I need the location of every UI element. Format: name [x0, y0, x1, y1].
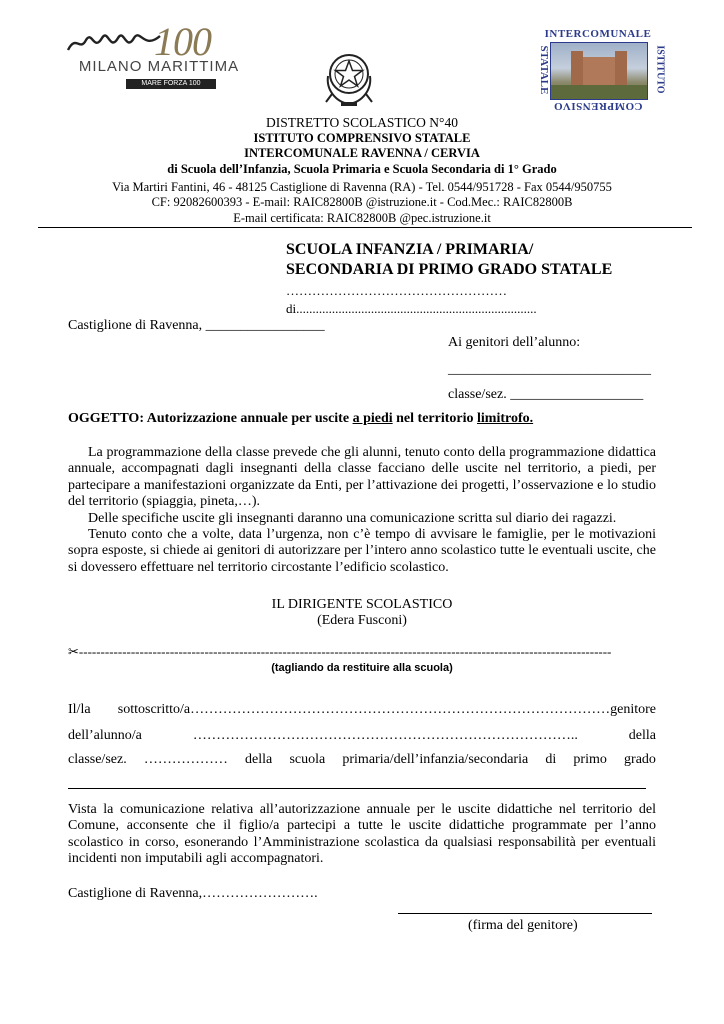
school-title-line2: SECONDARIA DI PRIMO GRADO STATALE: [286, 261, 613, 278]
class-section-blank: classe/sez. ___________________: [448, 387, 644, 402]
logo-script-100: 100: [154, 19, 211, 64]
parent-signature-line: [398, 913, 652, 914]
distretto-label: DISTRETTO SCOLASTICO N°40: [266, 115, 458, 130]
dirigente-name: (Edera Fusconi): [317, 613, 407, 628]
form-row1-signer-blank: sottoscritto/a………………………………………………………………………………genitore: [117, 702, 656, 717]
form-row2-della: della: [628, 728, 656, 743]
milano-marittima-logo: [66, 19, 256, 92]
logo-scribble-icon: [66, 30, 162, 54]
body-paragraph-3: Tenuto conto che a volte, data l’urgenza, non c’è tempo di avvisare le famiglie, per le motivazioni sopra esposte, si chiede ai genitori di autorizzare per l’intero anno scolastico tutte le eventuali uscite, che si dovessero effettuare nel territorio circostante l’edificio scolastico.: [68, 527, 656, 575]
place-date-line: Castiglione di Ravenna, _________________: [68, 318, 325, 333]
form-row3-word: primo: [573, 752, 607, 767]
header-divider: [38, 227, 692, 228]
institute-codes: CF: 92082600393 - E-mail: RAIC82800B @istruzione.it - Cod.Mec.: RAIC82800B: [151, 195, 573, 209]
consent-place-date: Castiglione di Ravenna,…………………….: [68, 886, 318, 901]
form-row2-student-blank: ………………………………………………………………………..: [192, 728, 578, 743]
consent-paragraph: Vista la comunicazione relativa all’autorizzazione annuale per le uscite didattiche nel territorio del Comune, acconsente che il figlio/a partecipi a tutte le uscite didattiche programmate per l’anno scolastico in corso, esonerando l’Amministrazione scolastica da qualsiasi responsabilità per eventuali incidenti non imputabili agli accompagnatori.: [68, 802, 656, 867]
form-row3-word: di: [545, 752, 557, 767]
institute-pec: E-mail certificata: RAIC82800B @pec.istruzione.it: [233, 211, 491, 225]
istituto-intercomunale-logo: [536, 28, 666, 114]
institute-address: Via Martiri Fantini, 46 - 48125 Castiglione di Ravenna (RA) - Tel. 0544/951728 - Fax 0544/950755: [112, 180, 612, 194]
logo-right-bottom-text: COMPRENSIVO: [553, 100, 643, 112]
student-name-blank: _____________________________: [448, 362, 651, 377]
school-name-blank: ……………………………………………: [286, 283, 507, 298]
subject-text-underlined-b: limitrofo.: [477, 411, 534, 426]
body-paragraph-1: La programmazione della classe prevede che gli alunni, tenuto conto della programmazione didattica annuale, accompagnati dagli insegnanti della classe facciano delle uscite nel territorio, a piedi, per partecipare a manifestazioni organizzate da Enti, per l’attivazione dei progetti, l’osservazione e lo studio del territorio (spiaggia, pineta,…).: [68, 445, 656, 510]
logo-right-side-text: ISTITUTO: [654, 45, 666, 94]
form-row3-class-blank: ………………: [143, 752, 228, 767]
tear-off-note: (tagliando da restituire alla scuola): [271, 662, 453, 674]
form-row3-word: della: [245, 752, 273, 767]
form-row2-label: dell’alunno/a: [68, 728, 142, 743]
logo-right-top-text: INTERCOMUNALE: [544, 28, 652, 40]
form-row3-word: grado: [624, 752, 656, 767]
logo-right-left-text: STATALE: [538, 45, 550, 95]
logo-city-name: MILANO MARITTIMA: [78, 58, 240, 75]
institute-name-line2: INTERCOMUNALE RAVENNA / CERVIA: [244, 146, 480, 160]
school-location-blank: di..........................................................................: [286, 301, 537, 316]
institute-name-line3: di Scuola dell’Infanzia, Scuola Primaria e Scuola Secondaria di 1° Grado: [167, 162, 557, 176]
subject-text-underlined-a: a piedi: [352, 411, 393, 426]
subject-text-c: nel territorio: [392, 411, 477, 426]
subject-text-a: Autorizzazione annuale per uscite: [146, 411, 353, 426]
italian-emblem-icon: [322, 46, 376, 110]
dirigente-title: IL DIRIGENTE SCOLASTICO: [271, 597, 453, 612]
form-row-student: [68, 728, 656, 744]
recipient-label: Ai genitori dell’alunno:: [448, 335, 581, 350]
logo-tagline: MARE FORZA 100: [126, 79, 216, 89]
school-type-blank-line: [68, 788, 646, 789]
form-row-signer: [68, 702, 656, 718]
parent-signature-label: (firma del genitore): [468, 918, 578, 933]
castle-photo: [550, 42, 648, 100]
form-row3-word: primaria/dell’infanzia/secondaria: [342, 752, 529, 767]
cut-dashes: ---------------------------------------------------------------------------------------------------------------------------: [78, 644, 612, 659]
institute-name-line1: ISTITUTO COMPRENSIVO STATALE: [253, 131, 471, 145]
form-row3-label: classe/sez.: [68, 752, 127, 767]
subject-line: [68, 411, 533, 427]
school-title-line1: SCUOLA INFANZIA / PRIMARIA/: [286, 241, 534, 258]
body-paragraph-2: Delle specifiche uscite gli insegnanti daranno una comunicazione scritta sul diario dei ragazzi.: [88, 511, 617, 526]
cut-line: [68, 644, 658, 660]
form-row-class: [68, 752, 656, 768]
form-row3-word: scuola: [289, 752, 326, 767]
scissors-icon: ✂: [68, 644, 79, 659]
form-row1-label: Il/la: [68, 702, 91, 717]
subject-label: OGGETTO:: [68, 411, 144, 426]
